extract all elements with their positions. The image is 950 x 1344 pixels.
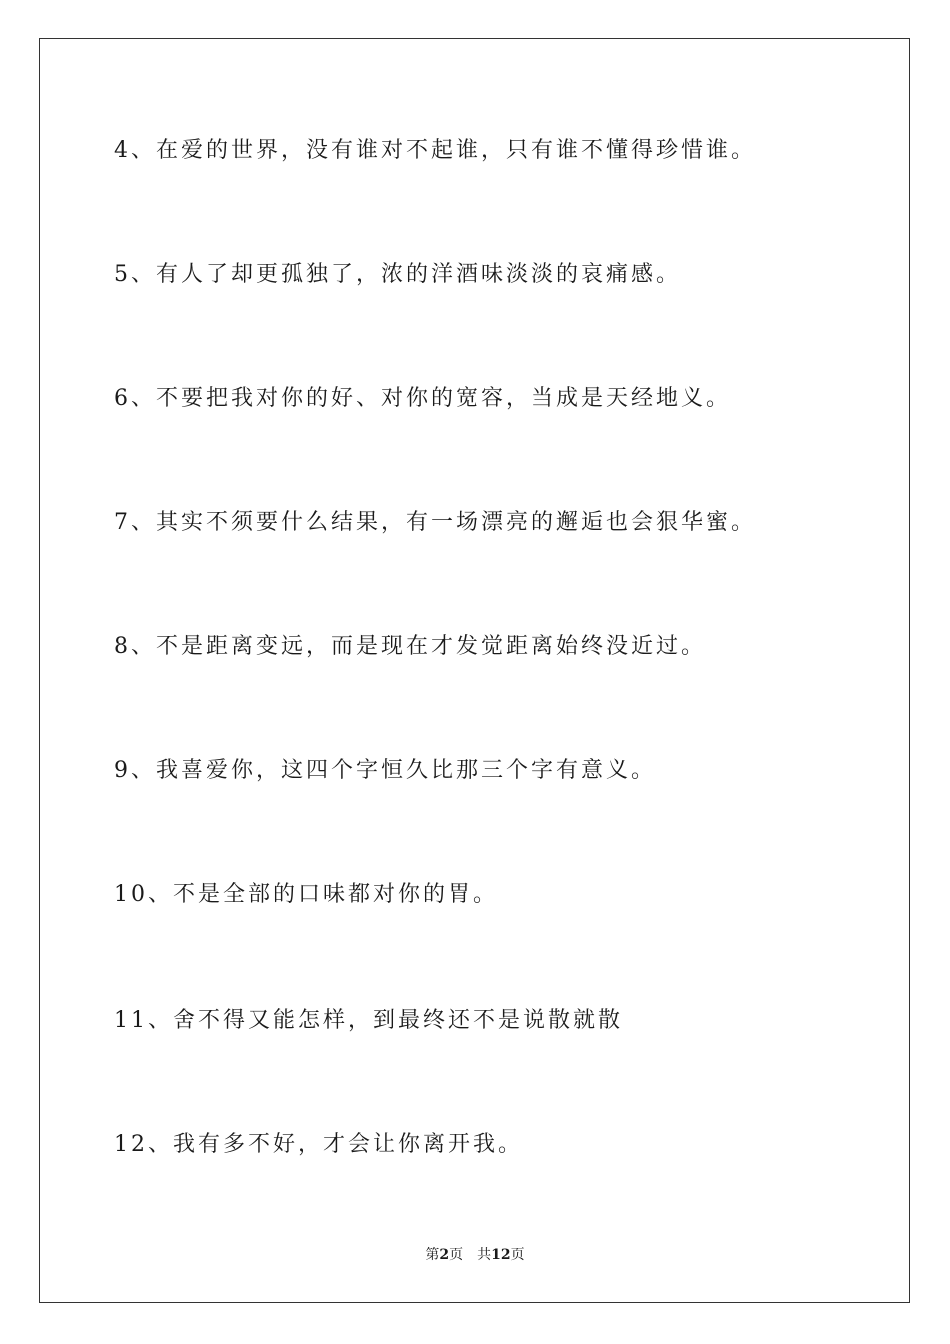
text-line: 9、我喜爱你，这四个字恒久比那三个字有意义。 bbox=[114, 758, 656, 783]
footer-page-prefix: 第 bbox=[425, 1247, 440, 1263]
text-line: 10、不是全部的口味都对你的胃。 bbox=[114, 882, 498, 907]
footer-page-suffix: 页 bbox=[449, 1247, 464, 1263]
text-line: 6、不要把我对你的好、对你的宽容，当成是天经地义。 bbox=[114, 386, 731, 411]
footer-total-number: 12 bbox=[491, 1247, 511, 1263]
text-line: 8、不是距离变远，而是现在才发觉距离始终没近过。 bbox=[114, 634, 706, 659]
text-line: 7、其实不须要什么结果，有一场漂亮的邂逅也会狠华蜜。 bbox=[114, 510, 756, 535]
text-line: 4、在爱的世界，没有谁对不起谁，只有谁不懂得珍惜谁。 bbox=[114, 138, 756, 163]
footer-total-suffix: 页 bbox=[510, 1247, 525, 1263]
text-line: 5、有人了却更孤独了，浓的洋酒味淡淡的哀痛感。 bbox=[114, 262, 681, 287]
text-line: 11、舍不得又能怎样，到最终还不是说散就散 bbox=[114, 1008, 623, 1033]
footer-page-number: 2 bbox=[439, 1247, 450, 1263]
page-border bbox=[39, 38, 910, 1303]
footer-total-prefix: 共 bbox=[477, 1247, 492, 1263]
page-footer bbox=[0, 1246, 950, 1264]
text-line: 12、我有多不好，才会让你离开我。 bbox=[114, 1132, 523, 1157]
